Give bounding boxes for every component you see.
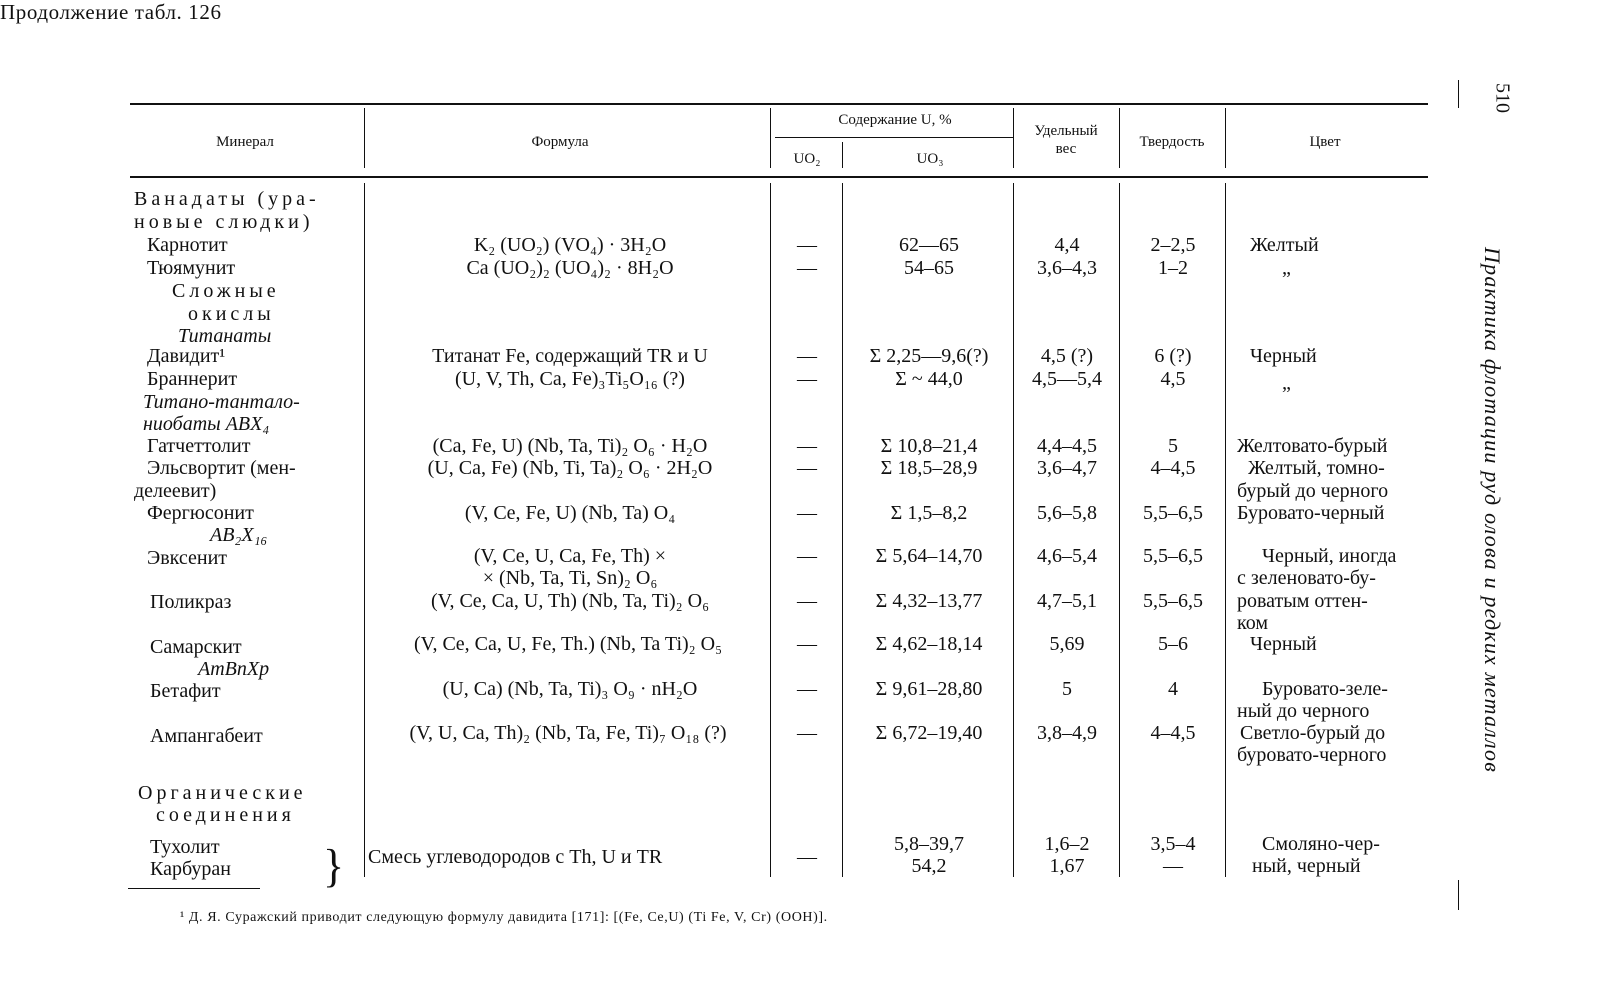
uo2-ellsworthite: — xyxy=(797,457,817,479)
color-ellsworthite-line1: Желтый, томно- xyxy=(1248,457,1385,479)
uo2-fergusonite: — xyxy=(797,502,817,524)
header-uranium-content: Содержание U, % xyxy=(838,112,952,128)
color-ampangabeite-line2: буровато-черного xyxy=(1237,744,1387,766)
header-formula: Формула xyxy=(531,134,589,150)
formula-betafite: (U, Ca) (Nb, Ta, Ti)₃ O₉ · nH₂O xyxy=(442,678,698,700)
header-hardness: Твердость xyxy=(1139,134,1205,150)
uo2-organic: — xyxy=(797,846,817,868)
weight-tyuyamunite: 3,6–4,3 xyxy=(1037,257,1097,279)
hardness-betafite: 4 xyxy=(1168,678,1178,700)
col-divider-weight-head xyxy=(1119,108,1120,168)
margin-rule-top xyxy=(1458,80,1459,108)
uo3-euxenite: Σ 5,64–14,70 xyxy=(875,545,983,567)
col-divider-uo3-body xyxy=(1013,183,1014,877)
uo3-carnotite: 62—65 xyxy=(899,234,959,256)
uo2-carnotite: — xyxy=(797,234,817,256)
weight-brannerite: 4,5—5,4 xyxy=(1032,368,1102,390)
uo3-thucholite: 5,8–39,7 xyxy=(894,833,964,855)
color-fergusonite: Буровато-черный xyxy=(1237,502,1385,524)
running-title: Практика флотации руд олова и редких металлов xyxy=(1480,247,1505,773)
col-divider-uo3-head xyxy=(1013,108,1014,168)
mineral-gatchettolite: Гатчеттолит xyxy=(147,435,251,457)
uo3-polycrase: Σ 4,32–13,77 xyxy=(875,590,983,612)
formula-tyuyamunite: Ca (UO₂)₂ (UO₄)₂ · 8H₂O xyxy=(466,257,674,279)
color-euxenite-line1: Черный, иногда xyxy=(1262,545,1397,567)
mineral-davidite: Давидит¹ xyxy=(147,345,226,367)
color-tyuyamunite: „ xyxy=(1282,257,1291,279)
hardness-ampangabeite: 4–4,5 xyxy=(1150,722,1196,744)
mineral-fergusonite: Фергюсонит xyxy=(147,502,254,524)
mineral-thucholite: Тухолит xyxy=(150,836,220,858)
hardness-gatchettolite: 5 xyxy=(1168,435,1178,457)
content-subheader-rule xyxy=(775,137,1013,138)
footnote-rule xyxy=(128,888,260,889)
margin-rule-bottom xyxy=(1458,880,1459,910)
color-betafite-line2: ный до черного xyxy=(1237,700,1370,722)
col-divider-uo2-body xyxy=(842,183,843,877)
uo2-gatchettolite: — xyxy=(797,435,817,457)
weight-samarskite: 5,69 xyxy=(1049,633,1085,655)
mineral-euxenite: Эвксенит xyxy=(147,547,228,569)
col-divider-hardness-body xyxy=(1225,183,1226,877)
hardness-carburan: — xyxy=(1163,855,1183,877)
hardness-davidite: 6 (?) xyxy=(1154,345,1192,367)
uo3-samarskite: Σ 4,62–18,14 xyxy=(875,633,983,655)
uo3-ampangabeite: Σ 6,72–19,40 xyxy=(875,722,983,744)
formula-carnotite: K₂ (UO₂) (VO₄) · 3H₂O xyxy=(473,234,667,256)
color-brannerite: „ xyxy=(1282,372,1291,394)
weight-polycrase: 4,7–5,1 xyxy=(1037,590,1097,612)
color-carnotite: Желтый xyxy=(1250,234,1319,256)
formula-organic-mixture: Смесь углеводородов с Th, U и TR xyxy=(368,846,663,868)
color-polycrase-line2: ком xyxy=(1237,612,1268,634)
uo3-tyuyamunite: 54–65 xyxy=(904,257,954,279)
header-specific-weight-line1: Удельный xyxy=(1034,123,1098,139)
header-color: Цвет xyxy=(1309,134,1341,150)
col-divider-formula xyxy=(770,108,771,168)
color-polycrase-line1: роватым оттен- xyxy=(1237,590,1368,612)
header-uo2: UO₂ xyxy=(793,151,821,167)
color-samarskite: Черный xyxy=(1250,633,1317,655)
weight-euxenite: 4,6–5,4 xyxy=(1037,545,1097,567)
col-divider-uo2-head xyxy=(842,142,843,168)
uo3-ellsworthite: Σ 18,5–28,9 xyxy=(880,457,978,479)
weight-ampangabeite: 3,8–4,9 xyxy=(1037,722,1097,744)
uo2-tyuyamunite: — xyxy=(797,257,817,279)
formula-brannerite: (U, V, Th, Ca, Fe)₃Ti₅O₁₆ (?) xyxy=(455,368,685,390)
color-organic-line2: ный, черный xyxy=(1252,855,1361,877)
hardness-samarskite: 5–6 xyxy=(1158,633,1188,655)
group-complex-oxides-line2: окислы xyxy=(188,303,275,325)
table-top-rule xyxy=(130,103,1428,105)
weight-betafite: 5 xyxy=(1062,678,1072,700)
uo2-betafite: — xyxy=(797,678,817,700)
header-bottom-rule xyxy=(130,176,1428,178)
formula-fergusonite: (V, Ce, Fe, U) (Nb, Ta) O₄ xyxy=(464,502,676,524)
color-organic-line1: Смоляно-чер- xyxy=(1262,833,1380,855)
group-vanadates-line2: новые слюдки) xyxy=(134,211,314,233)
mineral-carnotite: Карнотит xyxy=(147,234,228,256)
formula-polycrase: (V, Ce, Ca, U, Th) (Nb, Ta, Ti)₂ O₆ xyxy=(430,590,710,612)
uo3-gatchettolite: Σ 10,8–21,4 xyxy=(880,435,978,457)
hardness-brannerite: 4,5 xyxy=(1160,368,1186,390)
uo2-polycrase: — xyxy=(797,590,817,612)
mineral-betafite: Бетафит xyxy=(150,680,221,702)
page-number: 510 xyxy=(1491,83,1514,113)
color-davidite: Черный xyxy=(1250,345,1317,367)
mineral-ellsworthite-line1: Эльсвортит (мен- xyxy=(147,457,296,479)
hardness-carnotite: 2–2,5 xyxy=(1150,234,1196,256)
uo2-ampangabeite: — xyxy=(797,722,817,744)
subgroup-ambnxp: AmBnXp xyxy=(198,658,270,680)
weight-carburan: 1,67 xyxy=(1049,855,1085,877)
subgroup-titanates: Титанаты xyxy=(178,325,272,347)
header-specific-weight-line2: вес xyxy=(1055,141,1077,157)
hardness-fergusonite: 5,5–6,5 xyxy=(1143,502,1203,524)
uo3-carburan: 54,2 xyxy=(911,855,947,877)
header-mineral: Минерал xyxy=(216,134,274,150)
uo2-davidite: — xyxy=(797,345,817,367)
hardness-tyuyamunite: 1–2 xyxy=(1158,257,1188,279)
formula-ampangabeite: (V, U, Ca, Th)₂ (Nb, Ta, Fe, Ti)₇ O₁₈ (?) xyxy=(409,722,727,744)
col-divider-formula-body xyxy=(770,183,771,877)
weight-thucholite: 1,6–2 xyxy=(1044,833,1090,855)
weight-davidite: 4,5 (?) xyxy=(1040,345,1094,367)
uo2-brannerite: — xyxy=(797,368,817,390)
hardness-euxenite: 5,5–6,5 xyxy=(1143,545,1203,567)
hardness-ellsworthite: 4–4,5 xyxy=(1150,457,1196,479)
hardness-polycrase: 5,5–6,5 xyxy=(1143,590,1203,612)
group-complex-oxides-line1: Сложные xyxy=(172,280,280,302)
formula-davidite: Титанат Fe, содержащий TR и U xyxy=(432,345,708,367)
col-divider-mineral xyxy=(364,108,365,168)
color-ellsworthite-line2: бурый до черного xyxy=(1237,480,1389,502)
formula-gatchettolite: (Ca, Fe, U) (Nb, Ta, Ti)₂ O₆ · H₂O xyxy=(432,435,708,457)
mineral-brannerite: Браннерит xyxy=(147,368,238,390)
uo3-davidite: Σ 2,25—9,6(?) xyxy=(869,345,989,367)
color-euxenite-line2: с зеленовато-бу- xyxy=(1237,567,1376,589)
group-organic-line2: соединения xyxy=(156,804,295,826)
mineral-polycrase: Поликраз xyxy=(150,591,232,613)
footnote: ¹ Д. Я. Суражский приводит следующую формулу давидита [171]: [(Fe, Ce,U) (Ti Fe, V, Cr) (OOH)]. xyxy=(180,910,828,925)
weight-carnotite: 4,4 xyxy=(1054,234,1080,256)
uo2-samarskite: — xyxy=(797,633,817,655)
mineral-samarskite: Самарскит xyxy=(150,636,242,658)
mineral-tyuyamunite: Тюямунит xyxy=(147,257,236,279)
color-gatchettolite: Желтовато-бурый xyxy=(1237,435,1388,457)
uo3-fergusonite: Σ 1,5–8,2 xyxy=(890,502,968,524)
color-betafite-line1: Буровато-зеле- xyxy=(1262,678,1388,700)
subgroup-ab2x16: AB₂X₁₆ xyxy=(210,524,268,546)
formula-euxenite-line2: × (Nb, Ta, Ti, Sn)₂ O₆ xyxy=(482,567,658,589)
col-divider-hardness-head xyxy=(1225,108,1226,168)
subgroup-titano-tantalo-niobates-line2: ниобаты ABX₄ xyxy=(143,413,270,435)
table-continuation-caption: Продолжение табл. 126 xyxy=(0,0,222,24)
col-divider-mineral-body xyxy=(364,183,365,877)
uo3-betafite: Σ 9,61–28,80 xyxy=(875,678,983,700)
uo3-brannerite: Σ ~ 44,0 xyxy=(895,368,963,390)
mineral-ampangabeite: Ампангабеит xyxy=(150,725,263,747)
formula-samarskite: (V, Ce, Ca, U, Fe, Th.) (Nb, Ta Ti)₂ O₅ xyxy=(413,633,723,655)
mineral-ellsworthite-line2: делеевит) xyxy=(134,480,217,502)
group-organic-line1: Органические xyxy=(138,782,307,804)
group-vanadates-line1: Ванадаты (ура- xyxy=(134,188,320,210)
weight-ellsworthite: 3,6–4,7 xyxy=(1037,457,1097,479)
hardness-thucholite: 3,5–4 xyxy=(1150,833,1196,855)
formula-ellsworthite: (U, Ca, Fe) (Nb, Ti, Ta)₂ O₆ · 2H₂O xyxy=(427,457,713,479)
uo2-euxenite: — xyxy=(797,545,817,567)
header-uo3: UO₃ xyxy=(916,151,944,167)
mineral-carburan: Карбуран xyxy=(150,858,231,880)
weight-fergusonite: 5,6–5,8 xyxy=(1037,502,1097,524)
brace-icon: } xyxy=(323,840,345,893)
col-divider-weight-body xyxy=(1119,183,1120,877)
color-ampangabeite-line1: Светло-бурый до xyxy=(1240,722,1386,744)
weight-gatchettolite: 4,4–4,5 xyxy=(1037,435,1097,457)
formula-euxenite-line1: (V, Ce, U, Ca, Fe, Th) × xyxy=(473,545,667,567)
subgroup-titano-tantalo-niobates-line1: Титано-тантало- xyxy=(143,391,300,413)
